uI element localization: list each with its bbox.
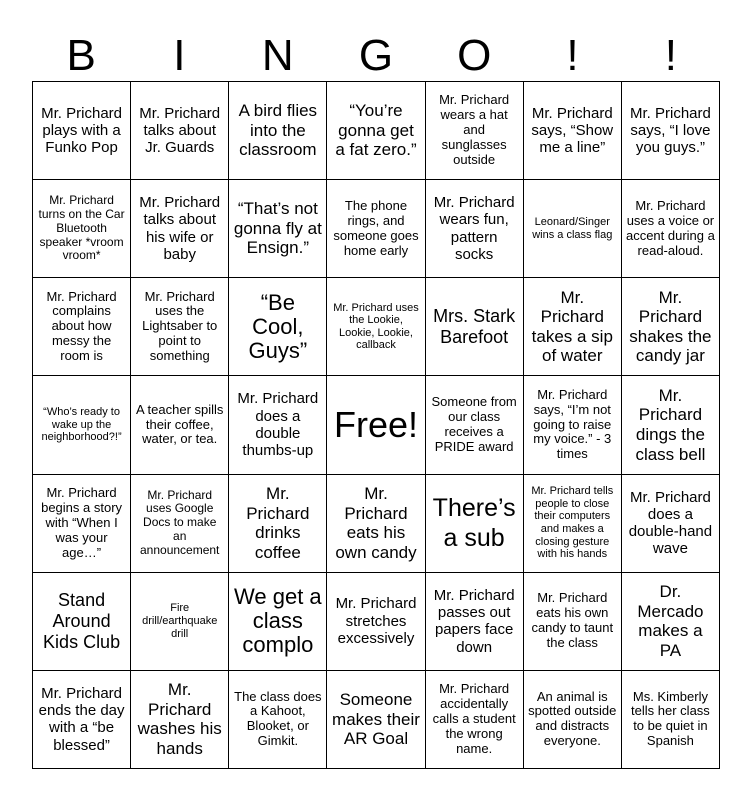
bingo-cell[interactable]: Mr. Prichard eats his own candy: [327, 475, 425, 573]
bingo-cell[interactable]: We get a class complo: [229, 573, 327, 671]
bingo-cell[interactable]: Mr. Prichard accidentally calls a student the wrong name.: [426, 671, 524, 769]
bingo-cell[interactable]: Mr. Prichard drinks coffee: [229, 475, 327, 573]
bingo-cell[interactable]: An animal is spotted outside and distracts everyone.: [524, 671, 622, 769]
bingo-cell[interactable]: Mr. Prichard wears a hat and sunglasses outside: [426, 82, 524, 180]
bingo-cell[interactable]: Mr. Prichard uses the Lookie, Lookie, Lookie, callback: [327, 278, 425, 376]
bingo-cell[interactable]: Mrs. Stark Barefoot: [426, 278, 524, 376]
bingo-cell[interactable]: There’s a sub: [426, 475, 524, 573]
bingo-cell[interactable]: Mr. Prichard uses the Lightsaber to point to something: [131, 278, 229, 376]
header-letter-n: N: [261, 31, 294, 80]
bingo-cell[interactable]: Mr. Prichard says, “I love you guys.”: [622, 82, 720, 180]
bingo-cell[interactable]: Mr. Prichard does a double-hand wave: [622, 475, 720, 573]
bingo-cell[interactable]: Mr. Prichard wears fun, pattern socks: [426, 180, 524, 278]
header-letter-i: I: [173, 31, 186, 80]
bingo-cell[interactable]: Mr. Prichard shakes the candy jar: [622, 278, 720, 376]
bingo-cell[interactable]: Mr. Prichard takes a sip of water: [524, 278, 622, 376]
bingo-cell[interactable]: Mr. Prichard complains about how messy the room is: [33, 278, 131, 376]
bingo-cell[interactable]: Mr. Prichard eats his own candy to taunt the class: [524, 573, 622, 671]
bingo-cell[interactable]: Mr. Prichard says, “Show me a line”: [524, 82, 622, 180]
bingo-cell[interactable]: Mr. Prichard dings the class bell: [622, 376, 720, 474]
bingo-cell[interactable]: Mr. Prichard begins a story with “When I was your age…”: [33, 475, 131, 573]
bingo-board: [32, 81, 720, 769]
bingo-cell[interactable]: Mr. Prichard washes his hands: [131, 671, 229, 769]
bingo-cell[interactable]: The class does a Kahoot, Blooket, or Gimkit.: [229, 671, 327, 769]
bingo-cell[interactable]: Mr. Prichard talks about Jr. Guards: [131, 82, 229, 180]
free-space[interactable]: Free!: [327, 376, 425, 474]
bingo-cell[interactable]: A teacher spills their coffee, water, or tea.: [131, 376, 229, 474]
bingo-cell[interactable]: Mr. Prichard stretches excessively: [327, 573, 425, 671]
bingo-cell[interactable]: “That’s not gonna fly at Ensign.”: [229, 180, 327, 278]
bingo-header: [32, 30, 720, 82]
bingo-cell[interactable]: Someone from our class receives a PRIDE award: [426, 376, 524, 474]
bingo-cell[interactable]: Mr. Prichard says, “I’m not going to raise my voice.” - 3 times: [524, 376, 622, 474]
bingo-cell[interactable]: “Who’s ready to wake up the neighborhood?!”: [33, 376, 131, 474]
bingo-cell[interactable]: The phone rings, and someone goes home early: [327, 180, 425, 278]
header-letter-exclamation-2: !: [664, 31, 677, 80]
bingo-cell[interactable]: Someone makes their AR Goal: [327, 671, 425, 769]
bingo-cell[interactable]: Mr. Prichard plays with a Funko Pop: [33, 82, 131, 180]
bingo-cell[interactable]: Mr. Prichard passes out papers face down: [426, 573, 524, 671]
bingo-cell[interactable]: Mr. Prichard does a double thumbs-up: [229, 376, 327, 474]
bingo-cell[interactable]: Ms. Kimberly tells her class to be quiet in Spanish: [622, 671, 720, 769]
header-letter-g: G: [358, 31, 394, 80]
header-letter-b: B: [66, 31, 96, 80]
header-letter-o: O: [457, 31, 492, 80]
bingo-cell[interactable]: Dr. Mercado makes a PA: [622, 573, 720, 671]
bingo-cell[interactable]: Leonard/Singer wins a class flag: [524, 180, 622, 278]
bingo-cell[interactable]: “Be Cool, Guys”: [229, 278, 327, 376]
bingo-cell[interactable]: Mr. Prichard talks about his wife or baby: [131, 180, 229, 278]
bingo-cell[interactable]: Mr. Prichard uses a voice or accent during a read-aloud.: [622, 180, 720, 278]
bingo-cell[interactable]: Mr. Prichard turns on the Car Bluetooth speaker *vroom vroom*: [33, 180, 131, 278]
bingo-cell[interactable]: Mr. Prichard uses Google Docs to make an announcement: [131, 475, 229, 573]
bingo-cell[interactable]: Fire drill/earthquake drill: [131, 573, 229, 671]
bingo-cell[interactable]: “You’re gonna get a fat zero.”: [327, 82, 425, 180]
bingo-cell[interactable]: A bird flies into the classroom: [229, 82, 327, 180]
header-letter-exclamation-1: !: [566, 31, 579, 80]
bingo-cell[interactable]: Stand Around Kids Club: [33, 573, 131, 671]
bingo-cell[interactable]: Mr. Prichard tells people to close their computers and makes a closing gesture with his hands: [524, 475, 622, 573]
bingo-cell[interactable]: Mr. Prichard ends the day with a “be blessed”: [33, 671, 131, 769]
